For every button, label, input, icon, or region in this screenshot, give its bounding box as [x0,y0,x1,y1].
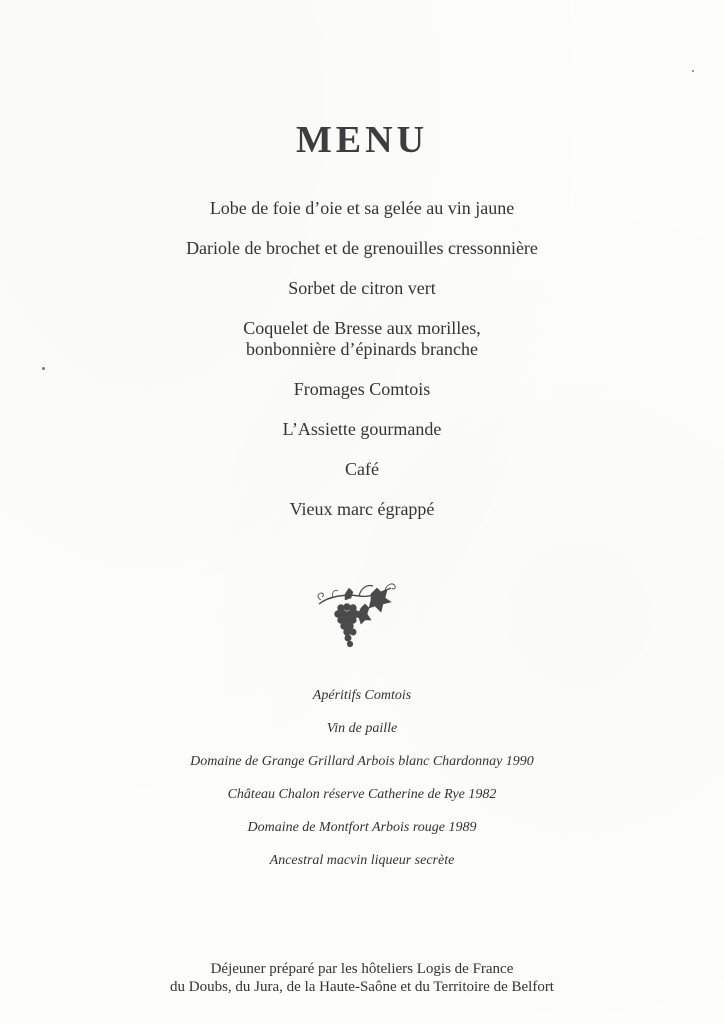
wine-item: Domaine de Montfort Arbois rouge 1989 [247,820,477,835]
wine-item: Château Chalon réserve Catherine de Rye 1982 [227,787,497,802]
footer-line: du Doubs, du Jura, de la Haute-Saône et du Territoire de Belfort [170,979,554,995]
course-item [0,499,724,520]
paper-speck [692,70,694,72]
footer-line: Déjeuner préparé par les hôteliers Logis de France [210,961,514,977]
course-list [0,198,724,539]
course-text: Lobe de foie d’oie et sa gelée au vin jaune [209,198,515,218]
course-item [0,379,724,400]
course-item [0,318,724,360]
course-text: Coquelet de Bresse aux morilles, [243,318,481,338]
course-text: Dariole de brochet et de grenouilles cressonnière [186,238,538,258]
wine-item: Ancestral macvin liqueur secrète [269,853,455,868]
wine-item: Apéritifs Comtois [312,688,412,703]
course-text: Vieux marc égrappé [289,499,435,519]
course-text: Café [345,459,379,479]
course-text: Fromages Comtois [293,379,431,399]
wine-list [0,687,724,885]
wine-item: Domaine de Grange Grillard Arbois blanc Chardonnay 1990 [190,754,534,769]
course-item [0,459,724,480]
course-item [0,419,724,440]
course-text: L’Assiette gourmande [282,419,442,439]
course-item [0,198,724,219]
wine-item: Vin de paille [326,721,398,736]
course-text: Sorbet de citron vert [288,278,436,298]
course-item [0,278,724,299]
grape-vine-icon [315,578,401,652]
course-text-continued: bonbonnière d’épinards branche [246,339,478,359]
footer-note [0,960,724,996]
menu-title: MENU [295,119,429,161]
course-item [0,238,724,259]
